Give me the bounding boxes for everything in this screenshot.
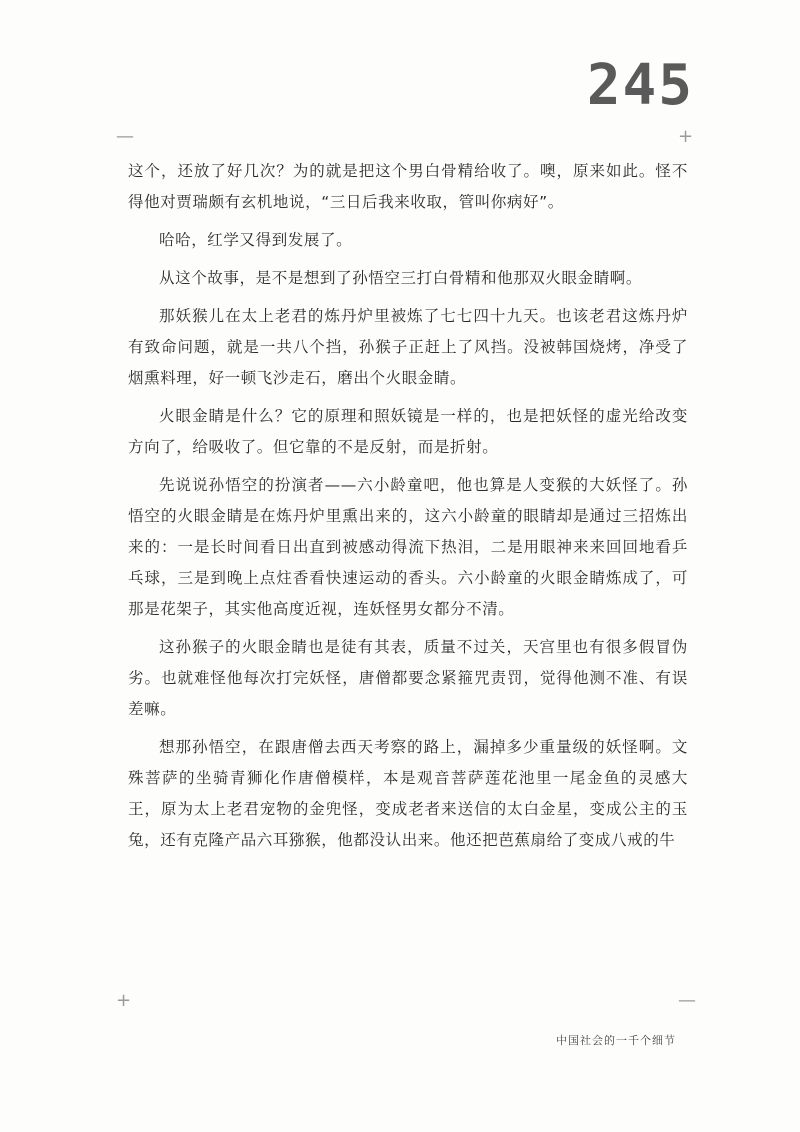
body-text xyxy=(128,156,688,863)
paragraph: 火眼金睛是什么？它的原理和照妖镜是一样的，也是把妖怪的虚光给改变方向了，给吸收了。但它靠的不是反射，而是折射。 xyxy=(128,407,688,456)
paragraph: 从这个故事，是不是想到了孙悟空三打白骨精和他那双火眼金睛啊。 xyxy=(159,269,643,287)
running-footer-title: 中国社会的一千个细节 xyxy=(556,1034,676,1047)
paragraph: 想那孙悟空，在跟唐僧去西天考察的路上，漏掉多少重量级的妖怪啊。文殊菩萨的坐骑青狮化作唐僧模样，本是观音菩萨莲花池里一尾金鱼的灵感大王，原为太上老君宠物的金兜怪，变成老者来送信的太白金星，变成公主的玉兔，还有克隆产品六耳猕猴，他都没认出来。他还把芭蕉扇给了变成八戒的牛 xyxy=(128,738,688,849)
crop-mark-bottom-left: + xyxy=(116,990,132,1011)
paragraph: 先说说孙悟空的扮演者——六小龄童吧，他也算是人变猴的大妖怪了。孙悟空的火眼金睛是在炼丹炉里熏出来的，这六小龄童的眼睛却是通过三招炼出来的：一是长时间看日出直到被感动得流下热泪，二是用眼神来来回回地看乒乓球，三是到晚上点炷香看快速运动的香头。六小龄童的火眼金睛炼成了，可那是花架子，其实他高度近视，连妖怪男女都分不清。 xyxy=(128,476,688,618)
paragraph: 那妖猴儿在太上老君的炼丹炉里被炼了七七四十九天。也该老君这炼丹炉有致命问题，就是一共八个挡，孙猴子正赶上了风挡。没被韩国烧烤，净受了烟熏料理，好一顿飞沙走石，磨出个火眼金睛。 xyxy=(128,307,688,387)
crop-mark-top-right: + xyxy=(678,126,694,147)
paragraph: 哈哈，红学又得到发展了。 xyxy=(159,231,353,249)
crop-mark-bottom-right: — xyxy=(678,990,696,1011)
crop-mark-top-left: — xyxy=(116,126,134,147)
page-number: 245 xyxy=(586,53,694,118)
paragraph: 这个，还放了好几次？为的就是把这个男白骨精给收了。噢，原来如此。怪不得他对贾瑞颇有玄机地说，“三日后我来收取，管叫你病好”。 xyxy=(128,162,688,211)
paragraph: 这孙猴子的火眼金睛也是徒有其表，质量不过关，天宫里也有很多假冒伪劣。也就难怪他每次打完妖怪，唐僧都要念紧箍咒责罚，觉得他测不准、有误差嘛。 xyxy=(128,638,688,718)
